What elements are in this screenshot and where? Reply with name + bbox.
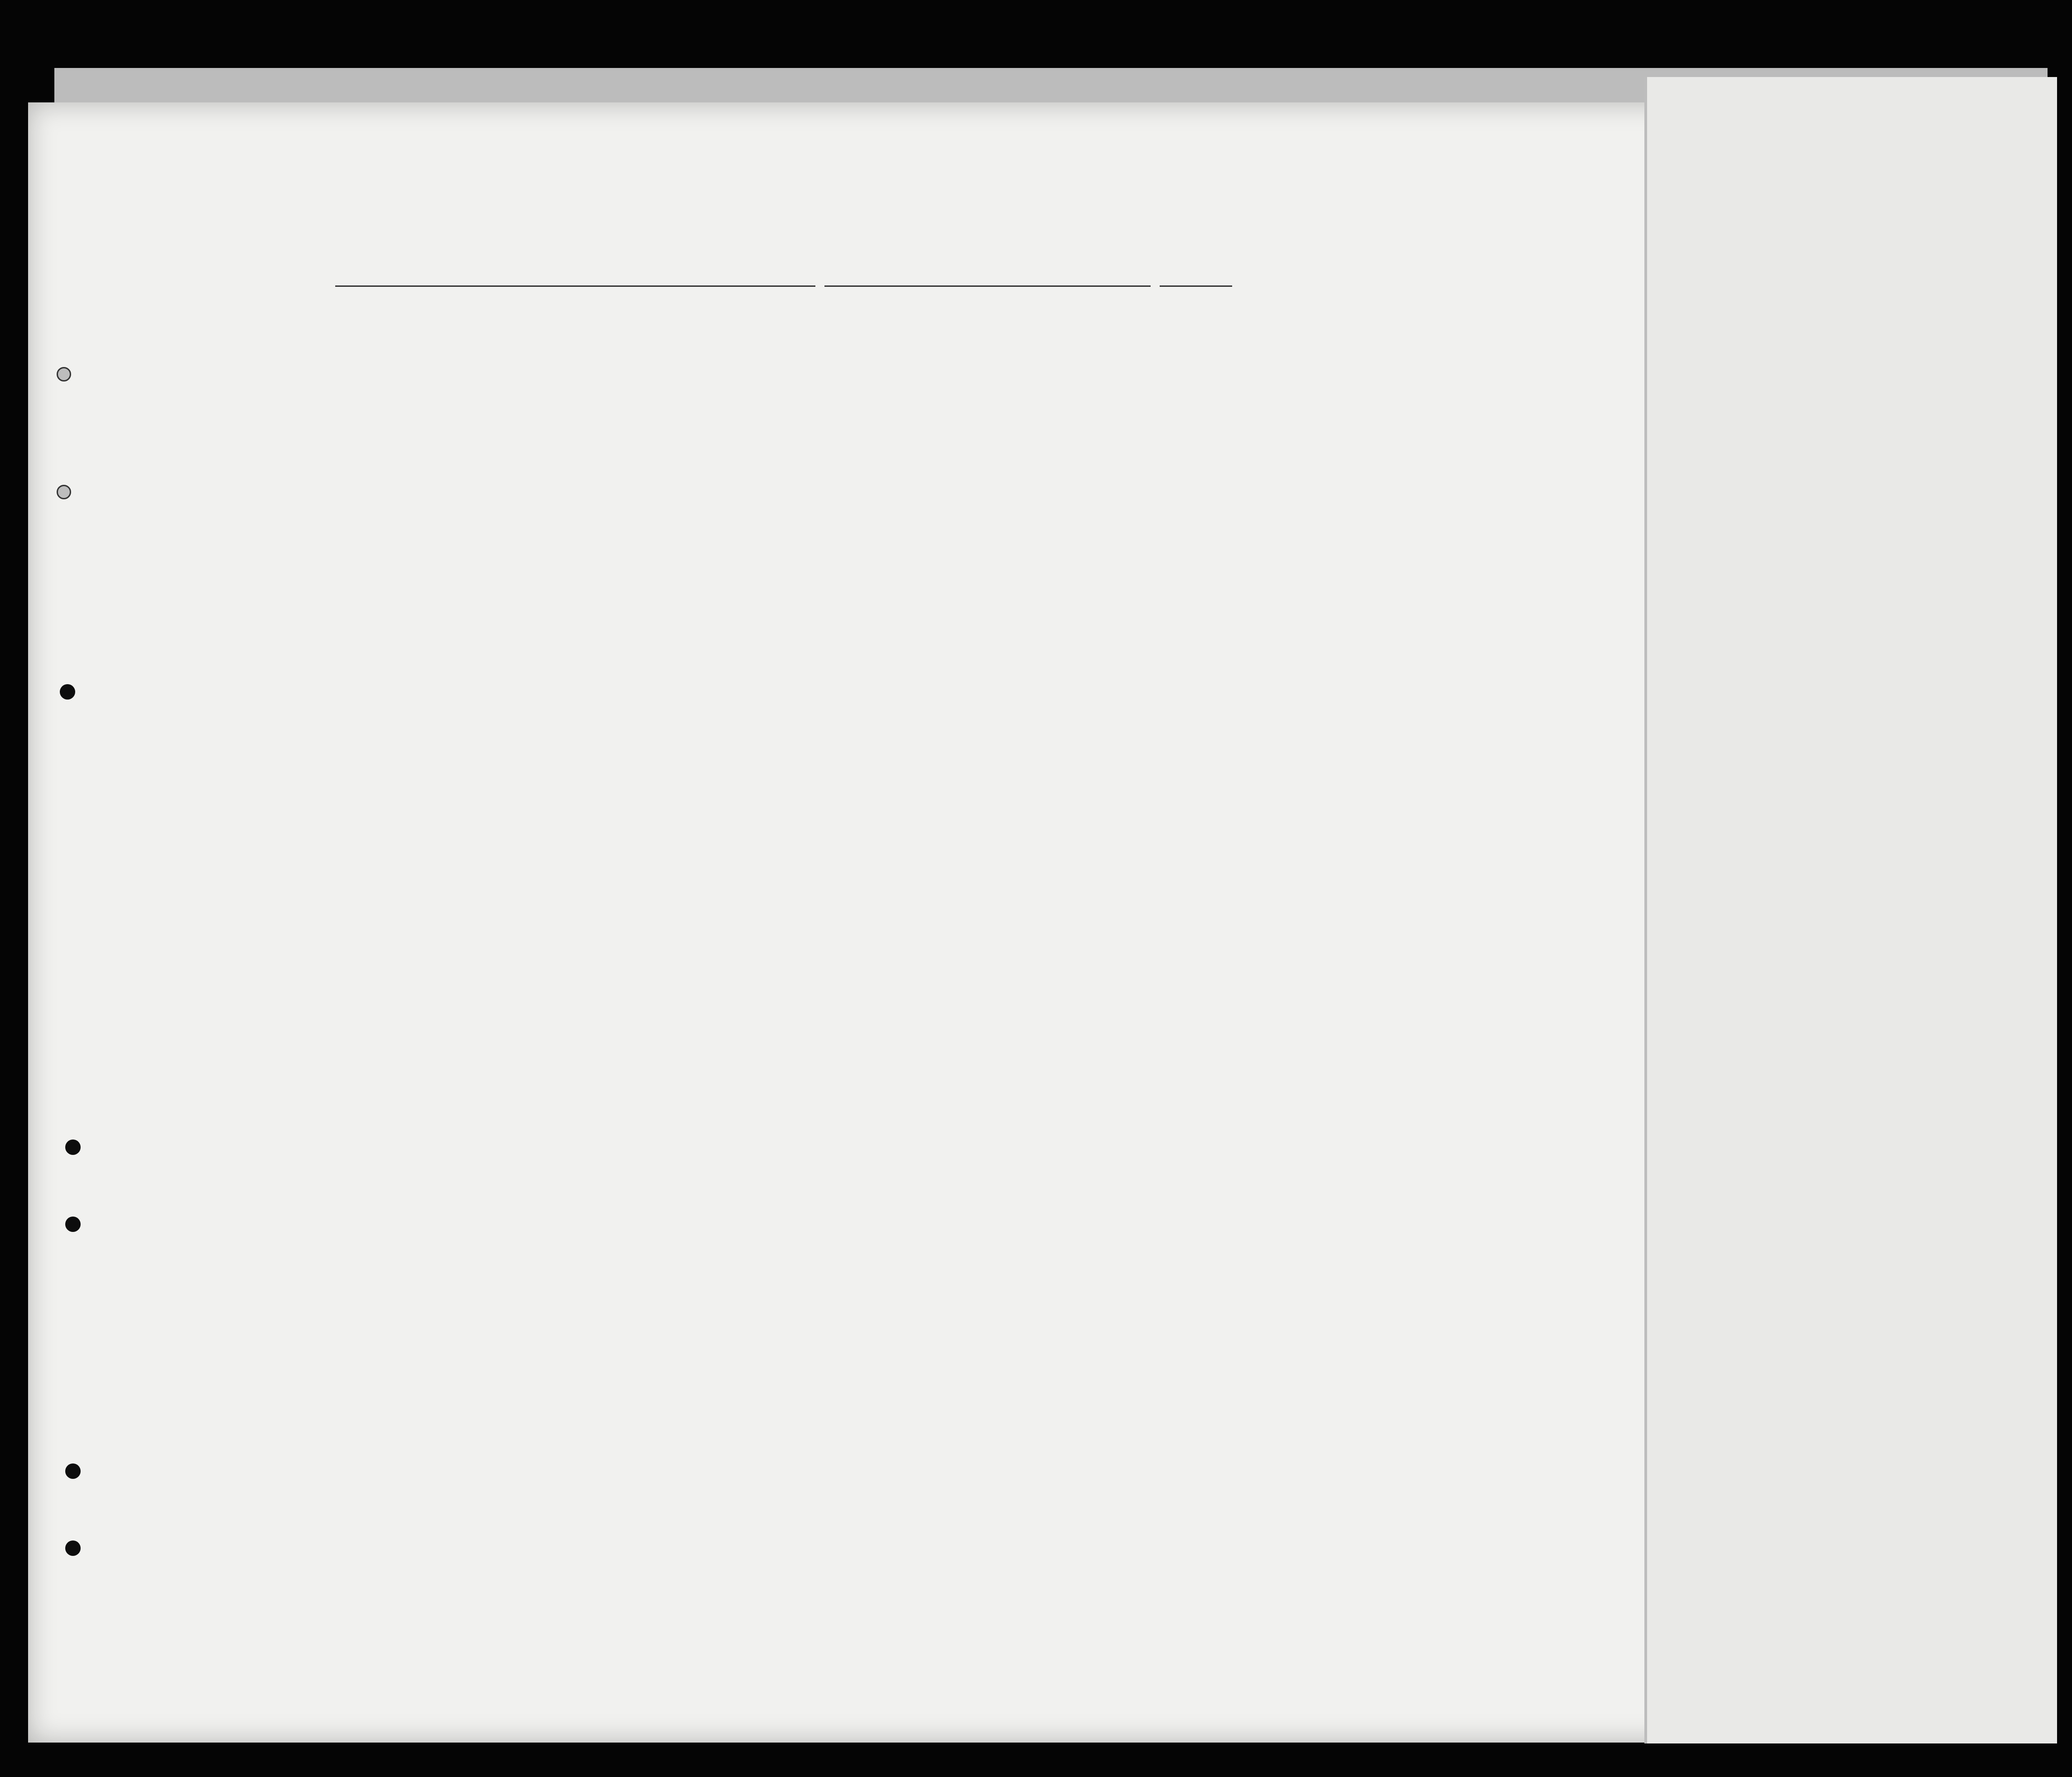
- year-underline: [1160, 285, 1232, 287]
- binder-hole-4: [65, 1140, 81, 1155]
- port-underline: [335, 285, 815, 287]
- binder-hole-1: [57, 367, 71, 381]
- right-visa-page: [1644, 77, 2057, 1743]
- binder-hole-7: [65, 1540, 81, 1556]
- binder-hole-2: [57, 485, 71, 499]
- date-underline: [824, 285, 1151, 287]
- binder-hole-3: [60, 684, 75, 700]
- binder-hole-5: [65, 1217, 81, 1232]
- binder-hole-6: [65, 1463, 81, 1479]
